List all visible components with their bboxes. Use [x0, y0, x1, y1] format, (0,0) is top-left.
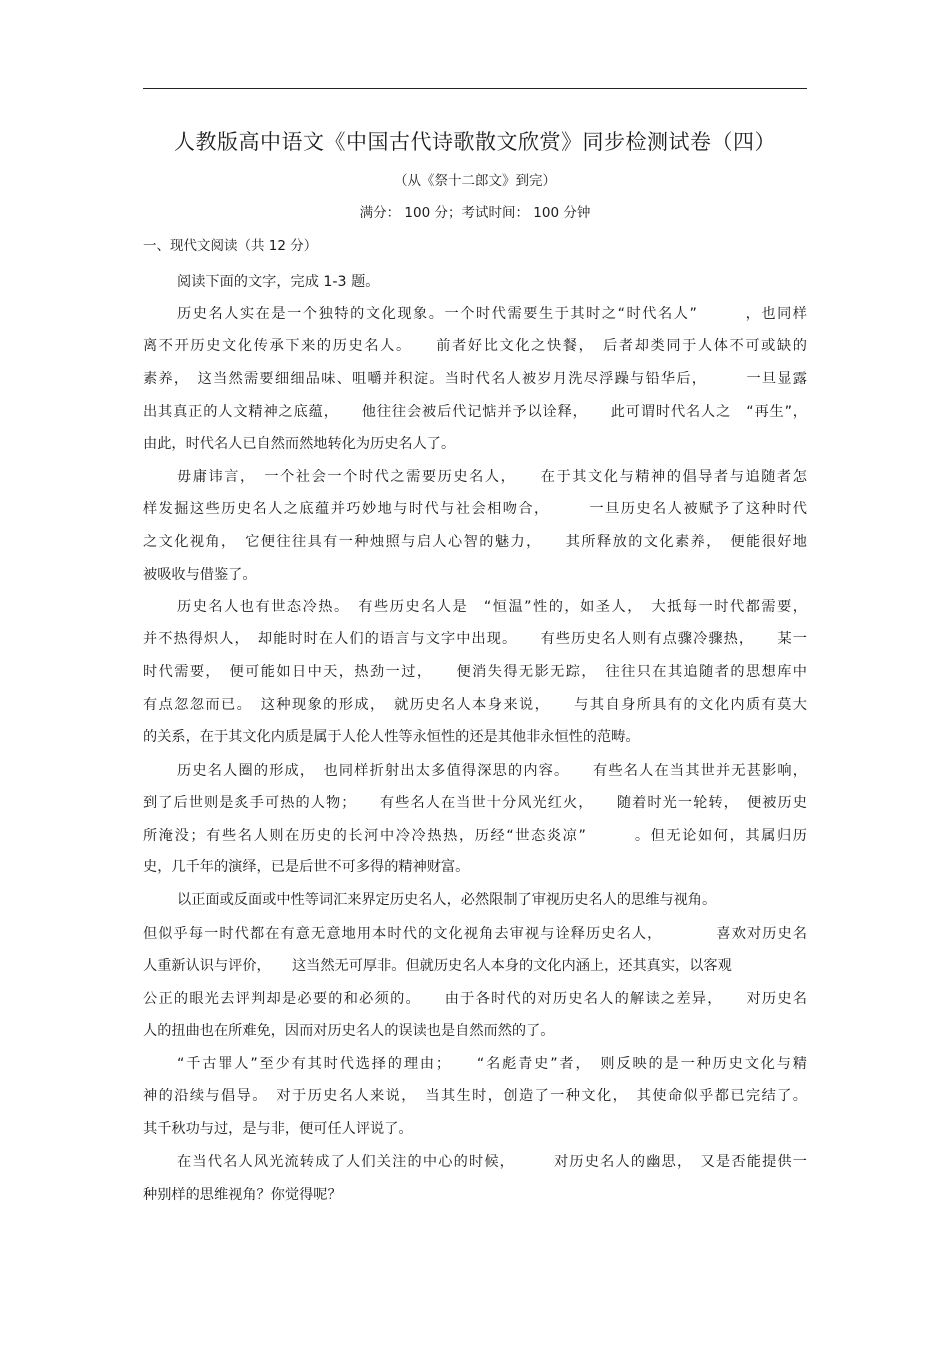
text-line: 到了后世则是炙手可热的人物； 有些名人在当世十分风光红火， 随着时光一轮转， 便被历史	[143, 795, 807, 811]
text-line: 历史名人实在是一个独特的文化现象。一个时代需要生于其时之“时代名人” ，也同样	[177, 306, 807, 322]
text-line: 人的扭曲也在所难免，因而对历史名人的误读也是自然而然的了。	[143, 1023, 555, 1039]
text-line: 人重新认识与评价， 这当然无可厚非。但就历史名人本身的文化内涵上，还其真实，以客观	[143, 958, 732, 974]
text-line: 毋庸讳言， 一个社会一个时代之需要历史名人， 在于其文化与精神的倡导者与追随者怎	[177, 469, 807, 485]
text-line: 被吸收与借鉴了。	[143, 567, 257, 583]
section-heading: 一、现代文阅读（共 12 分）	[143, 238, 318, 254]
text-line: 所淹没；有些名人则在历史的长河中冷冷热热，历经“世态炎凉” 。但无论如何，其属归历	[143, 828, 807, 844]
text-line: 的关系，在于其文化内质是属于人伦人性等永恒性的还是其他非永恒性的范畴。	[143, 729, 640, 745]
text-line: 离不开历史文化传承下来的历史名人。 前者好比文化之快餐， 后者却类同于人体不可或缺的	[143, 338, 807, 354]
text-line: 素养， 这当然需要细细品味、咀嚼并积淀。当时代名人被岁月洗尽浮躁与铅华后， 一旦显露	[143, 371, 807, 387]
page-subtitle: （从《祭十二郎文》到完）	[394, 173, 556, 189]
text-line: 历史名人也有世态冷热。 有些历史名人是 “恒温”性的，如圣人， 大抵每一时代都需要，	[177, 599, 807, 615]
text-line: 有点忽忽而已。 这种现象的形成， 就历史名人本身来说， 与其自身所具有的文化内质有莫大	[143, 697, 807, 713]
text-line: 种别样的思维视角？你觉得呢？	[143, 1187, 342, 1203]
text-line: 以正面或反面或中性等词汇来界定历史名人，必然限制了审视历史名人的思维与视角。	[177, 892, 717, 908]
text-line: 样发掘这些历史名人之底蕴并巧妙地与时代与社会相吻合， 一旦历史名人被赋予了这种时代	[143, 501, 807, 517]
text-line: 由此，时代名人已自然而然地转化为历史名人了。	[143, 436, 456, 452]
page-title: 人教版高中语文《中国古代诗歌散文欣赏》同步检测试卷（四）	[174, 130, 776, 154]
text-line: 出其真正的人文精神之底蕴， 他往往会被后代记惦并予以诠释， 此可谓时代名人之 “再生”，	[143, 404, 807, 420]
text-line: “千古罪人”至少有其时代选择的理由； “名彪青史”者， 则反映的是一种历史文化与精	[177, 1056, 807, 1072]
header-rule	[143, 88, 807, 89]
text-line: 公正的眼光去评判却是必要的和必须的。 由于各时代的对历史名人的解读之差异， 对历史名	[143, 991, 807, 1007]
text-line: 神的沿续与倡导。 对于历史名人来说， 当其生时，创造了一种文化， 其使命似乎都已完结了。	[143, 1088, 807, 1104]
text-line: 但似乎每一时代都在有意无意地用本时代的文化视角去审视与诠释历史名人， 喜欢对历史名	[143, 926, 807, 942]
text-line: 时代需要， 便可能如日中天，热劲一过， 便消失得无影无踪， 往往只在其追随者的思想库中	[143, 664, 807, 680]
text-line: 并不热得炽人， 却能时时在人们的语言与文字中出现。 有些历史名人则有点骤冷骤热， 某一	[143, 631, 807, 647]
exam-meta: 满分： 100 分；考试时间： 100 分钟	[359, 205, 591, 221]
text-line: 历史名人圈的形成， 也同样折射出太多值得深思的内容。 有些名人在当其世并无甚影响，	[177, 763, 807, 779]
text-line: 之文化视角， 它便往往具有一种烛照与启人心智的魅力， 其所释放的文化素养， 便能很好地	[143, 534, 807, 550]
text-line: 其千秋功与过，是与非，便可任人评说了。	[143, 1121, 413, 1137]
text-line: 阅读下面的文字，完成 1-3 题。	[177, 274, 380, 290]
text-line: 在当代名人风光流转成了人们关注的中心的时候， 对历史名人的幽思， 又是否能提供一	[177, 1154, 807, 1170]
text-line: 史，几千年的演绎，已是后世不可多得的精神财富。	[143, 859, 470, 875]
